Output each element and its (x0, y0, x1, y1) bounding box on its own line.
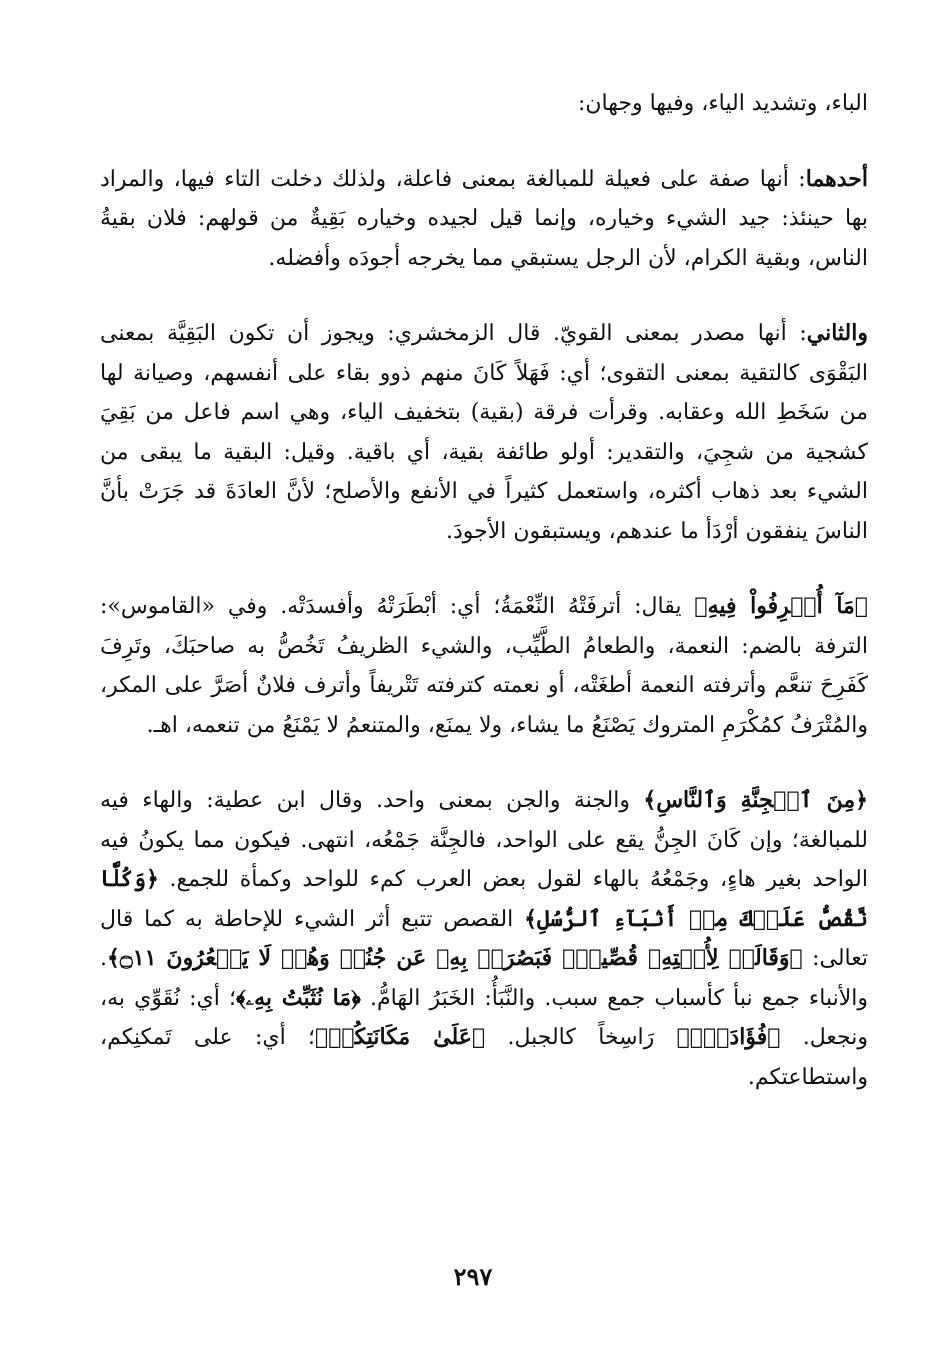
quran-quote: ﴿وَقَالَتۡ لِأُخۡتِهِۦ قُصِّيهِۖ فَبَصُرَتۡ بِهِۦ عَن جُنُبٖ وَهُمۡ لَا يَشۡعُرُونَ ۝١١﴾ (107, 945, 803, 971)
paragraph-jinnah (100, 781, 868, 1097)
quran-quote: ﴿مَآ أُتۡرِفُواْ فِيهِ﴾ (694, 593, 869, 619)
quran-quote: ﴿عَلَىٰ مَكَانَتِكُمۡ﴾ (315, 1024, 486, 1050)
quran-quote: ﴿مِنَ ٱلۡجِنَّةِ وَٱلنَّاسِ﴾ (643, 787, 868, 813)
quran-quote: ﴿مَا نُثَبِّتُ بِهِۦ﴾ (236, 984, 361, 1011)
paragraph-lead: أحدهما (805, 165, 868, 192)
paragraph-text: . والأنباء جمع نبأ كأسباب جمع سبب. والنَّبَأُ: الخَبَرُ الهَامُّ. (100, 946, 868, 1011)
page-number: ٢٩٧ (453, 1262, 493, 1291)
paragraph-text: ؛ أي: على تَمكنِكم، واستطاعتكم. (100, 1025, 868, 1090)
page-body (100, 84, 868, 1097)
paragraph-first-aspect (100, 160, 868, 279)
paragraph-text: القصص تتبع أثر الشيء للإحاطة به كما قال تعالى: (100, 906, 869, 971)
paragraph-text: : أنها صفة على فعيلة للمبالغة بمعنى فاعلة، ولذلك دخلت التاء فيها، والمراد بها حينئذ: جيد الشيء وخياره، وإنما قيل لجيده وخياره بَقِيةٌ من قولهم: فلان بقيةُ الناس، وبقية الكرام، لأن الرجل يستبقي مما يخرجه أجودَه وأفضله. (100, 166, 868, 271)
paragraph-text: : أنها مصدر بمعنى القويّ. قال الزمخشري: ويجوز أن تكون البَقِيَّة بمعنى البَقْوَى كالتقية بمعنى التقوى؛ أي: فَهَلاً كَانَ منهم ذوو بقاء على أنفسهم، وصيانة لها من سَخَطِ الله وعقابه. وقرأت فرقة (بقية) بتخفيف الياء، وهي اسم فاعل من بَقِيَ كشجية من شجِيَ، والتقدير: أولو طائفة بقية، أي باقية. وقيل: البقية ما يبقى من الشيء بعد ذهاب أكثره، واستعمل كثيراً في الأنفع والأصلح؛ لأنَّ العادَةَ قد جَرَتْ بأنَّ الناسَ ينفقون أرْدَأ ما عندهم، ويستبقون الأجودَ. (100, 321, 868, 544)
paragraph-atrifu (100, 587, 868, 745)
paragraph-lead: والثاني (806, 320, 868, 346)
quran-quote: ﴿وَكُلّٗا نَّقُصُّ عَلَيۡكَ مِنۡ أَنۢبَآءِ ٱلرُّسُلِ﴾ (100, 866, 868, 932)
paragraph-text: رَاسِخاً كالجبل. (485, 1025, 677, 1050)
paragraph-second-aspect (100, 314, 868, 551)
quran-quote: ﴿فُؤَادَكَۚ﴾ (676, 1024, 781, 1050)
opening-line: الباء، وتشديد الياء، وفيها وجهان: (577, 91, 868, 116)
paragraph-text: والجنة والجن بمعنى واحد. وقال ابن عطية: والهاء فيه للمبالغة؛ وإن كَانَ الجِنُّ يقع على الواحد، فالجِنَّة جَمْعُه، انتهى. فيكون مما يكونُ فيه الواحد بغير هاءٍ، وجَمْعُهُ بالهاء لقول بعض العرب كمء للواحد وكمأة للجمع. (100, 788, 868, 892)
paragraph-text: يقال: أترفَتْهُ النِّعْمَةُ؛ أي: أبْطَرَتْهُ وأفسدَتْه. وفي «القاموس»: الترفة بالضم: النعمة، والطعامُ الطَّيِّب، والشيء الظريفُ تَخُصُّ به صاحبَكَ، وتَرِفَ كَفَرِحَ تنعَّم وأترفته النعمة أطغَتْه، أو نعمته كترفته تَتْريفاً وأترف فلانٌ أصَرَّ على المكر، والمُتْرَفُ كمُكْرَمِ المتروك يَصْنَعُ ما يشاء، ولا يمنَع، والمتنعمُ لا يَمْنَعُ من تنعمه، اهـ. (100, 594, 868, 738)
paragraph-text: ؛ أي: نُقَوِّي به، ونجعل. (100, 985, 868, 1050)
